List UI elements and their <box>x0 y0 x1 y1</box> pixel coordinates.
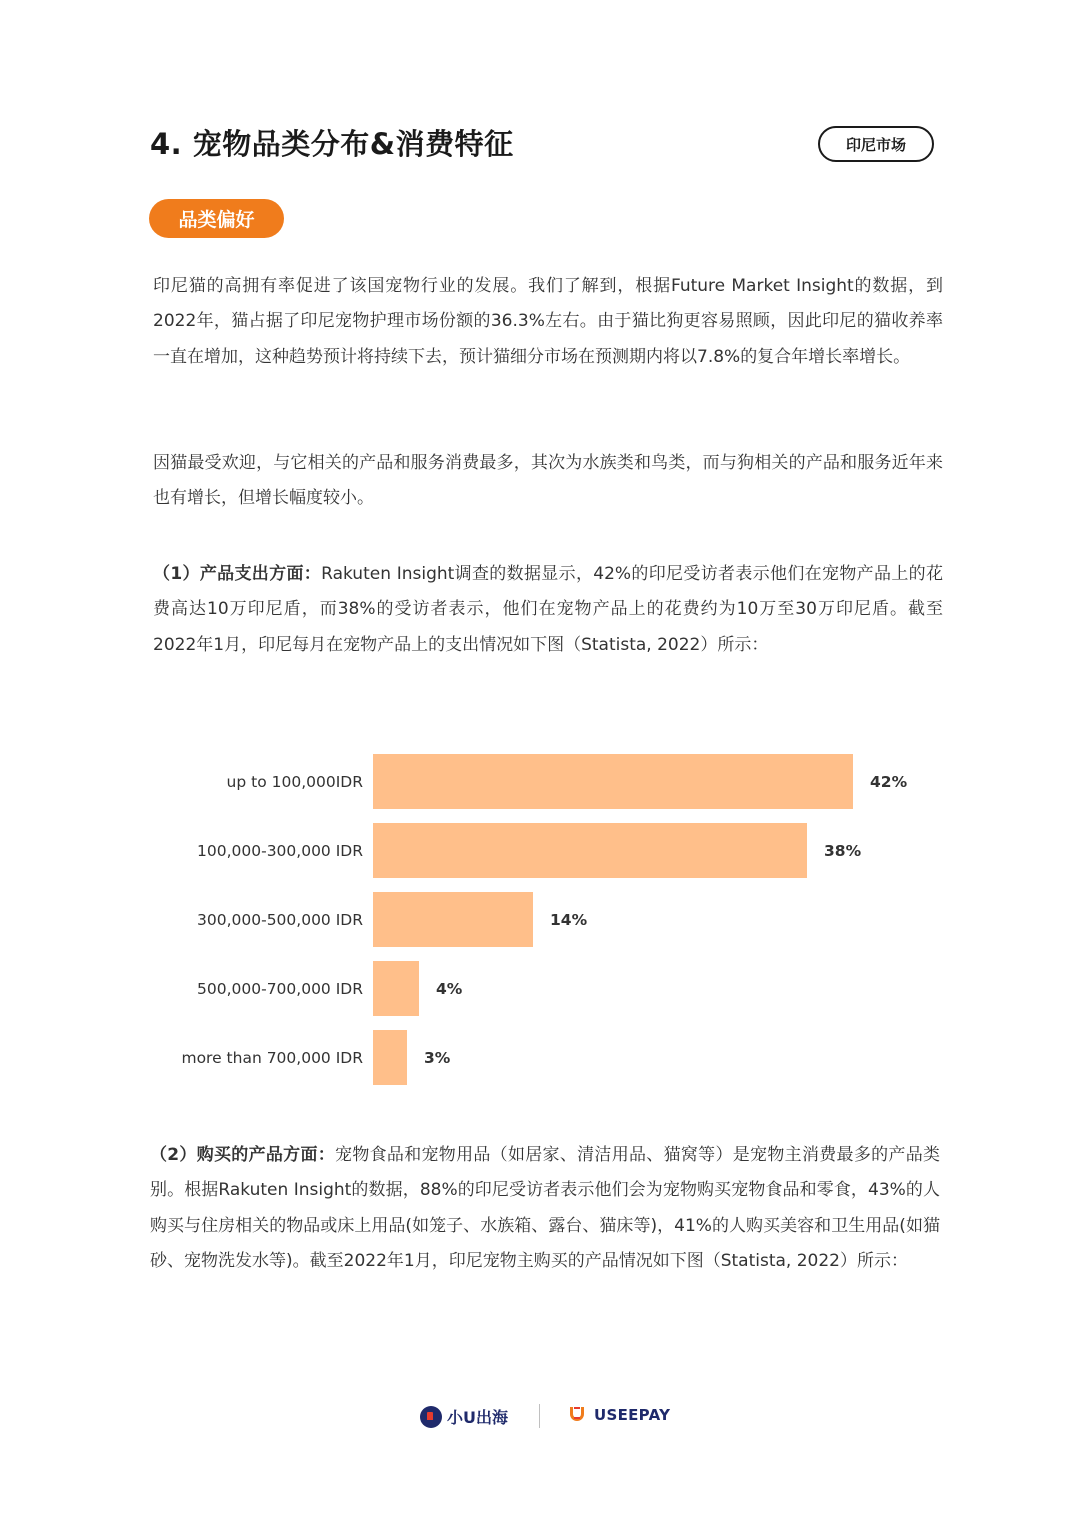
bar-category-label: 500,000-700,000 IDR <box>197 979 363 998</box>
bar <box>373 1030 407 1085</box>
paragraph-products-lead: （2）购买的产品方面： <box>150 1145 336 1165</box>
bar <box>373 823 807 878</box>
paragraph-products-body: 宠物食品和宠物用品（如居家、清洁用品、猫窝等）是宠物主消费最多的产品类别。根据Rakuten Insight的数据，88%的印尼受访者表示他们会为宠物购买宠物食品和零食，43%的人购买与住房相关的物品或床上用品(如笼子、水族箱、露台、猫床等)，41%的人购买美容和卫生用品(如猫砂、宠物洗发水等)。截至2022年1月，印尼宠物主购买的产品情况如下图（Statista, 2022）所示： <box>150 1145 940 1271</box>
bar <box>373 754 853 809</box>
xiaou-logo-icon <box>420 1406 442 1428</box>
bar-value-label: 38% <box>824 841 862 860</box>
bar-value-label: 4% <box>436 979 463 998</box>
useepay-logo <box>568 1405 670 1425</box>
bar-category-label: more than 700,000 IDR <box>181 1048 363 1067</box>
section-title: 4. 宠物品类分布&消费特征 <box>150 127 514 161</box>
bar-category-label: up to 100,000IDR <box>226 772 363 791</box>
xiaou-logo <box>420 1405 508 1428</box>
paragraph-intro: 印尼猫的高拥有率促进了该国宠物行业的发展。我们了解到，根据Future Market Insight的数据，到2022年，猫占据了印尼宠物护理市场份额的36.3%左右。由于猫比狗更容易照顾，因此印尼的猫收养率一直在增加，这种趋势预计将持续下去，预计猫细分市场在预测期内将以7.8%的复合年增长率增长。 <box>153 276 943 367</box>
paragraph-spending-body: Rakuten Insight调查的数据显示，42%的印尼受访者表示他们在宠物产品上的花费高达10万印尼盾，而38%的受访者表示，他们在宠物产品上的花费约为10万至30万印尼盾。截至2022年1月，印尼每月在宠物产品上的支出情况如下图（Statista, 2022）所示： <box>153 564 943 655</box>
xiaou-logo-text: 小U出海 <box>447 1408 508 1427</box>
paragraph-spending-lead: （1）产品支出方面： <box>153 564 322 584</box>
paragraph-consumption: 因猫最受欢迎，与它相关的产品和服务消费最多，其次为水族类和鸟类，而与狗相关的产品和服务近年来也有增长，但增长幅度较小。 <box>153 453 943 509</box>
bar-value-label: 14% <box>550 910 588 929</box>
useepay-logo-text: USEEPAY <box>594 1406 671 1424</box>
useepay-logo-icon <box>568 1405 588 1425</box>
bar-value-label: 42% <box>870 772 908 791</box>
footer <box>0 1398 1080 1434</box>
paragraph-products <box>150 1138 940 1279</box>
paragraph-spending <box>153 557 943 663</box>
bar-value-label: 3% <box>424 1048 451 1067</box>
market-badge: 印尼市场 <box>818 126 934 162</box>
bar-category-label: 300,000-500,000 IDR <box>197 910 363 929</box>
bar <box>373 961 419 1016</box>
footer-divider <box>539 1404 540 1428</box>
bar <box>373 892 533 947</box>
category-tag: 品类偏好 <box>149 199 284 238</box>
bar-category-label: 100,000-300,000 IDR <box>197 841 363 860</box>
spending-bar-chart <box>0 740 1080 1100</box>
